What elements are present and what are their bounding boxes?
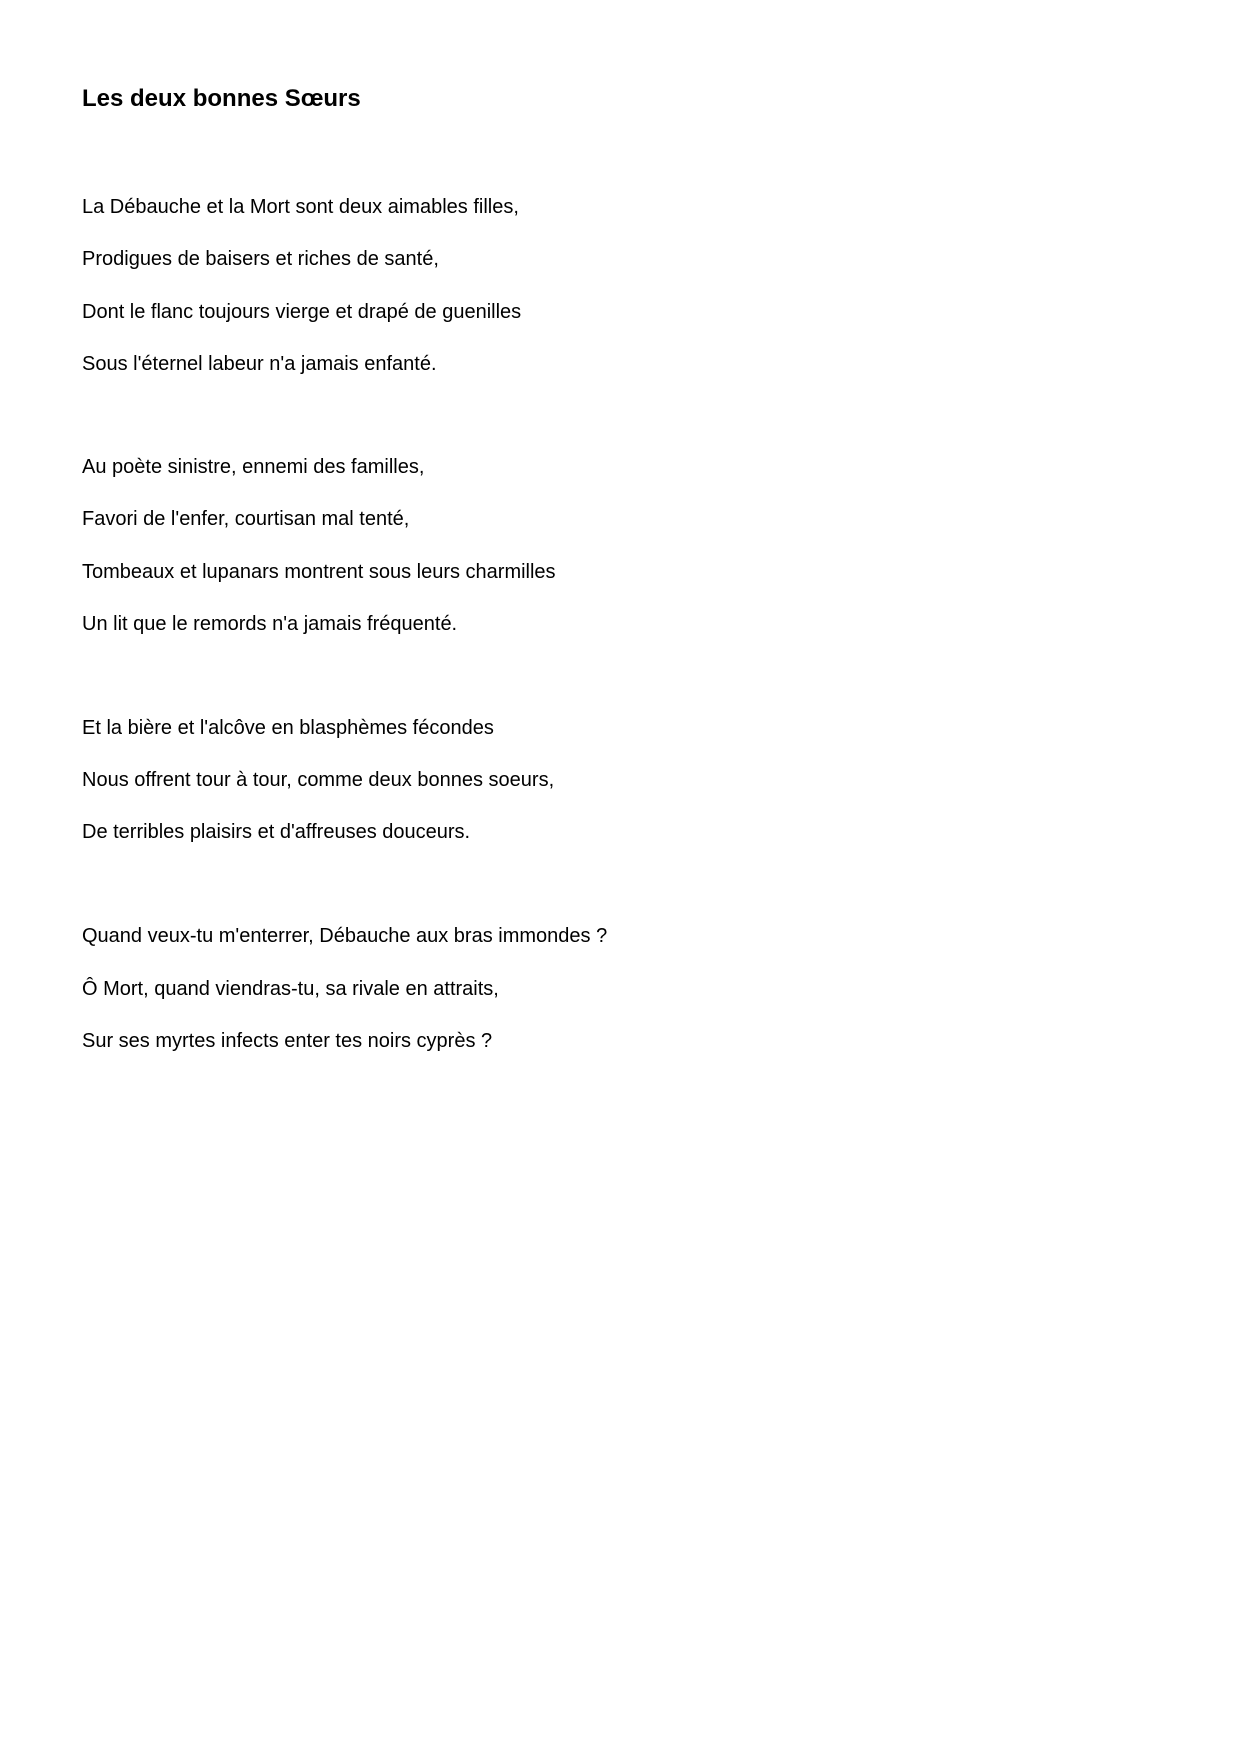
poem-line: Quand veux-tu m'enterrer, Débauche aux bras immondes ?: [82, 925, 608, 947]
poem-line: Ô Mort, quand viendras-tu, sa rivale en attraits,: [82, 978, 499, 1000]
poem-line: Et la bière et l'alcôve en blasphèmes fécondes: [82, 717, 494, 739]
poem-line: La Débauche et la Mort sont deux aimables filles,: [82, 196, 519, 218]
poem-line: Sur ses myrtes infects enter tes noirs cyprès ?: [82, 1030, 493, 1052]
poem-line: Un lit que le remords n'a jamais fréquenté.: [82, 613, 458, 635]
poem-line: Prodigues de baisers et riches de santé,: [82, 248, 439, 270]
poem-line: Tombeaux et lupanars montrent sous leurs charmilles: [82, 561, 556, 583]
poem-line: Nous offrent tour à tour, comme deux bonnes soeurs,: [82, 769, 555, 791]
poem-line: Sous l'éternel labeur n'a jamais enfanté.: [82, 353, 437, 375]
poem-line: Favori de l'enfer, courtisan mal tenté,: [82, 508, 410, 530]
poem-line: De terribles plaisirs et d'affreuses douceurs.: [82, 821, 471, 843]
poem-line: Au poète sinistre, ennemi des familles,: [82, 456, 425, 478]
poem-title: Les deux bonnes Sœurs: [82, 85, 361, 112]
poem-line: Dont le flanc toujours vierge et drapé de guenilles: [82, 301, 522, 323]
